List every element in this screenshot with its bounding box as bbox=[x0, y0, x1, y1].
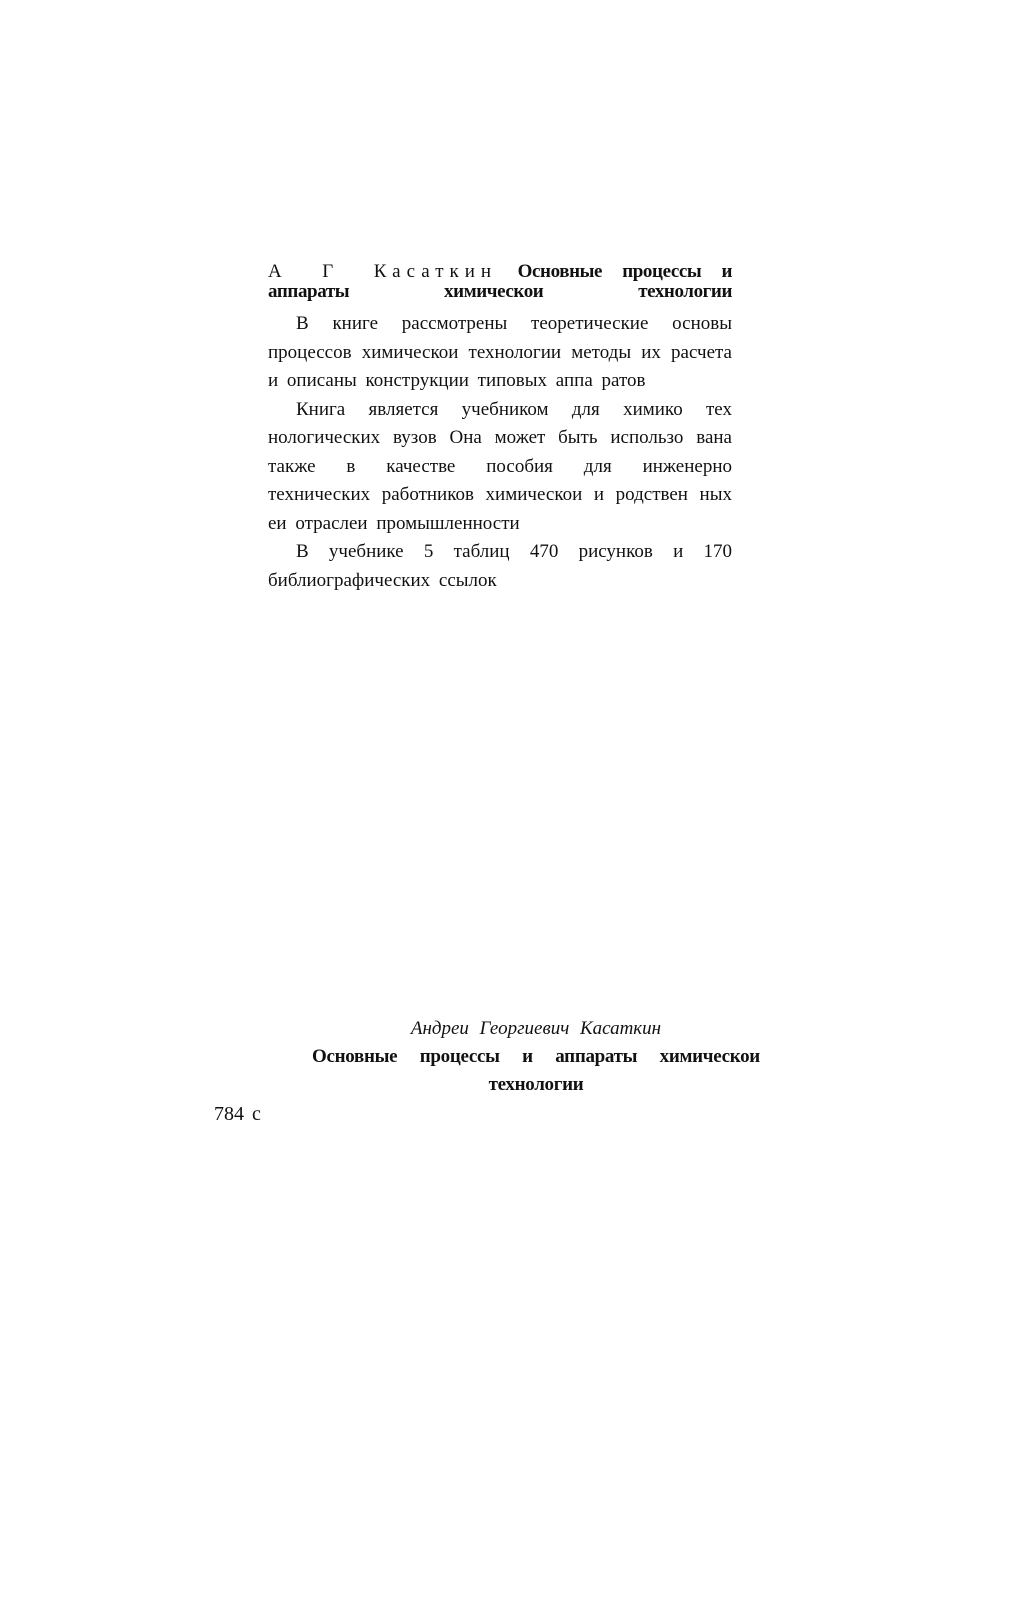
annotation-heading bbox=[268, 262, 732, 302]
annotation-paragraph: Книга является учебником для химико тех нологических вузов Она может быть использо вана также в качестве пособия для инженерно технических работников химическои и родствен ных еи отраслеи промышленности bbox=[268, 398, 732, 534]
colophon bbox=[262, 1015, 810, 1099]
annotation-title: Основные процессы и аппараты химическои технологии bbox=[268, 261, 733, 302]
annotation-paragraph: В книге рассмотрены теоретические основы процессов химическои технологии методы их расчета и описаны конструкции типовых аппа ратов bbox=[268, 313, 732, 391]
annotation-block bbox=[268, 262, 732, 595]
colophon-author-name: Андреи Георгиевич Касаткин bbox=[410, 1018, 662, 1039]
annotation-paragraph: В учебнике 5 таблиц 470 рисунков и 170 библиографических ссылок bbox=[268, 541, 732, 591]
colophon-title: Основные процессы и аппараты химическои технологии bbox=[312, 1046, 760, 1095]
annotation-author: А Г Касаткин bbox=[268, 261, 498, 282]
page-count: 784 с bbox=[214, 1103, 261, 1125]
